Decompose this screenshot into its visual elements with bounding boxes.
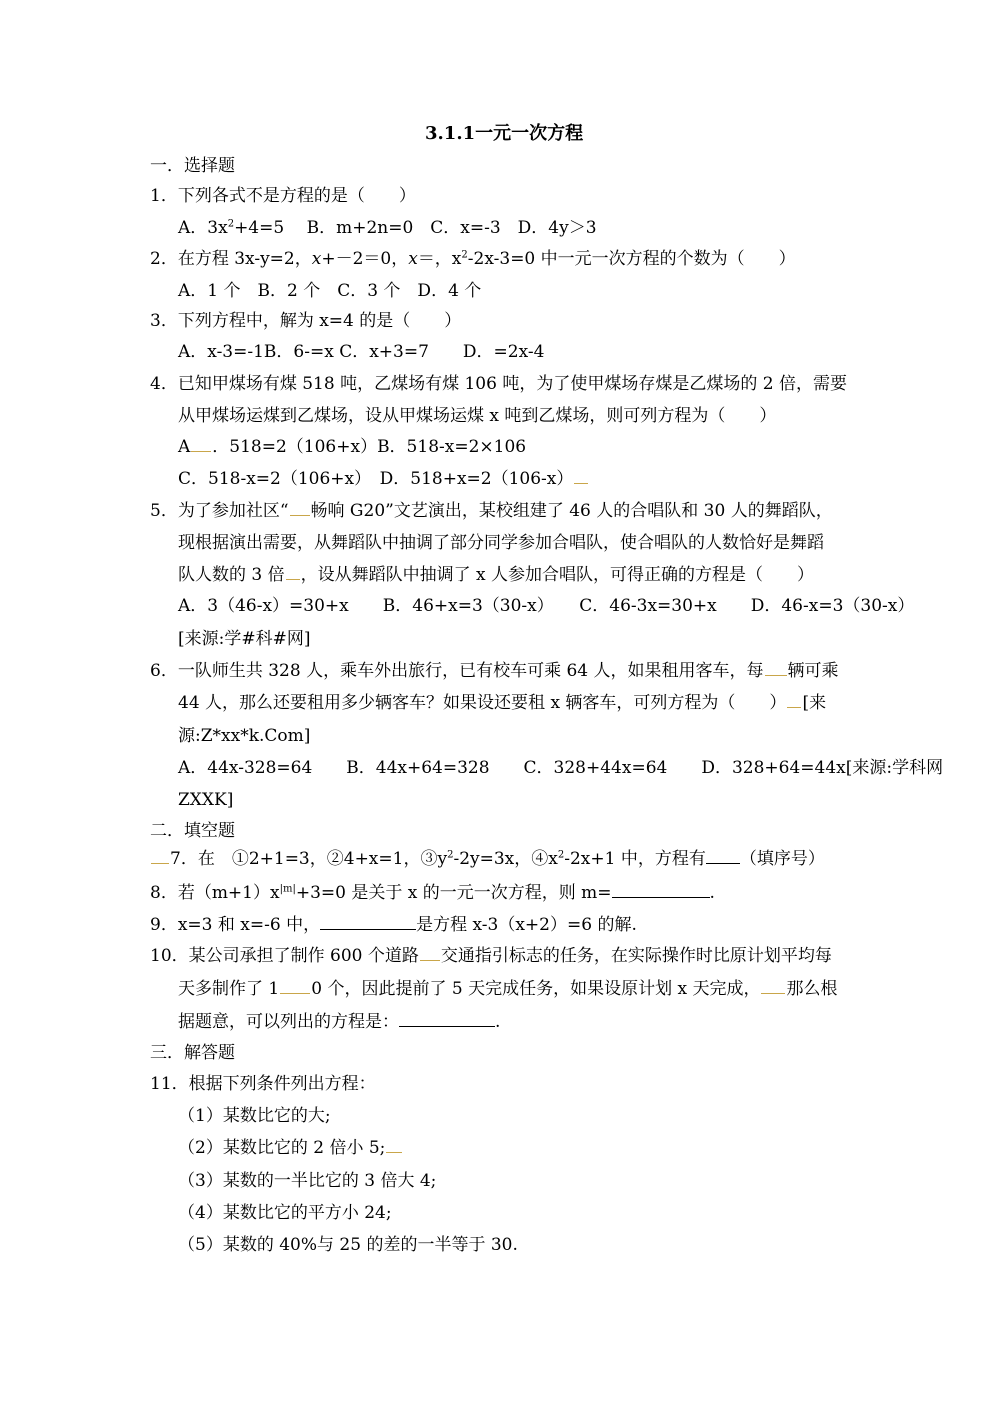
question-5-line-3: 队人数的 3 倍 ，设从舞蹈队中抽调了 x 人参加合唱队，可得正确的方程是（ ）	[178, 565, 815, 585]
watermark-underline	[290, 505, 310, 516]
question-5-line-1: 5．为了参加社区“ 畅响 G20”文艺演出，某校组建了 46 人的合唱队和 30 人的舞蹈队，	[150, 501, 833, 521]
answer-blank[interactable]	[320, 913, 416, 930]
question-3-stem: 3．下列方程中，解为 x=4 的是（ ）	[150, 311, 462, 331]
question-11-stem: 11．根据下列条件列出方程：	[150, 1074, 376, 1094]
question-4-line-2: 从甲煤场运煤到乙煤场，设从甲煤场运煤 x 吨到乙煤场，则可列方程为（ ）	[178, 406, 777, 426]
question-10-line-3: 据题意，可以列出的方程是： .	[178, 1012, 501, 1032]
question-11-item: （2）某数比它的 2 倍小 5;	[178, 1136, 403, 1160]
watermark-underline	[765, 665, 787, 676]
section-heading-choice: 一．选择题	[150, 156, 235, 176]
question-9: 9．x=3 和 x=-6 中， 是方程 x-3（x+2）=6 的解.	[150, 915, 637, 935]
question-1-options: A．$3x^2+4=5$ B．m+2n=0 C．x=-3 D．4y＞3	[178, 218, 597, 238]
watermark-underline	[420, 950, 440, 961]
watermark-underline	[761, 983, 785, 994]
question-1-stem: 1．下列各式不是方程的是（ ）	[150, 186, 416, 206]
question-10-line-2: 天多制作了 1 0 个，因此提前了 5 天完成任务，如果设原计划 x 天完成， 那么根	[178, 979, 838, 999]
question-2-options: A．1 个 B．2 个 C．3 个 D．4 个	[178, 281, 482, 301]
question-11-item: （5）某数的 40%与 25 的差的一半等于 30.	[178, 1235, 518, 1255]
answer-blank[interactable]	[612, 881, 710, 898]
watermark-underline	[280, 983, 310, 994]
page-title: 3.1.1一元一次方程	[425, 123, 584, 144]
question-2-stem: 2．在方程 3x-y=2，x+－2＝0，x＝，$x^2-2x-3=0$ 中一元一次方程的个数为（ ）	[150, 249, 796, 269]
answer-blank[interactable]	[399, 1010, 495, 1027]
question-10-line-1: 10．某公司承担了制作 600 个道路 交通指引标志的任务，在实际操作时比原计划平均每	[150, 946, 832, 966]
watermark-underline	[191, 441, 211, 452]
watermark-underline	[574, 473, 588, 484]
question-11-item: （1）某数比它的大;	[178, 1106, 331, 1126]
question-5-line-2: 现根据演出需要，从舞蹈队中抽调了部分同学参加合唱队，使合唱队的人数恰好是舞蹈	[178, 533, 824, 553]
question-7: 7．在 ①2+1=3，②4+x=1，$③y^2-2y=3x$，$④x^2-2x+1$ 中，方程有 （填序号）	[150, 847, 825, 871]
question-6-line-2: 44 人，那么还要租用多少辆客车？如果设还要租 x 辆客车，可列方程为（ ） [来	[178, 693, 827, 713]
answer-blank[interactable]	[706, 847, 740, 864]
question-3-options: A．x-3=-1B．6-=x C．x+3=7 D．=2x-4	[178, 342, 545, 362]
watermark-underline	[787, 697, 801, 708]
section-heading-fill: 二．填空题	[150, 821, 235, 841]
question-11-item: （4）某数比它的平方小 24;	[178, 1203, 392, 1223]
section-heading-answer: 三．解答题	[150, 1043, 235, 1063]
question-11-item: （3）某数的一半比它的 3 倍大 4;	[178, 1171, 437, 1191]
question-4-line-1: 4．已知甲煤场有煤 518 吨，乙煤场有煤 106 吨，为了使甲煤场存煤是乙煤场的 2 倍，需要	[150, 374, 847, 394]
watermark-underline	[386, 1142, 402, 1153]
watermark-underline	[286, 569, 300, 580]
question-4-options-cd: C．518-x=2（106+x） D．518+x=2（106-x）	[178, 467, 589, 491]
question-4-options-ab: A ．518=2（106+x）B．518-x=2×106	[178, 437, 527, 457]
question-6-line-3: 源:Z*xx*k.Com]	[178, 726, 311, 746]
question-8: 8．若$(m+1)x^{|m|}+3=0$ 是关于 x 的一元一次方程，则 m= .	[150, 883, 715, 903]
question-5-options: A．3（46-x）=30+x B．46+x=3（30-x） C．46-3x=30+x D．46-x=3（30-x）	[178, 596, 915, 616]
question-6-options-cont: ZXXK]	[178, 790, 234, 810]
question-6-options: A．44x-328=64 B．44x+64=328 C．328+44x=64 D．328+64=44x[来源:学科网	[178, 758, 944, 778]
watermark-underline	[151, 853, 169, 864]
question-5-source: [来源:学#科#网]	[178, 629, 311, 649]
question-6-line-1: 6．一队师生共 328 人，乘车外出旅行，已有校车可乘 64 人，如果租用客车，每 辆可乘	[150, 661, 839, 681]
